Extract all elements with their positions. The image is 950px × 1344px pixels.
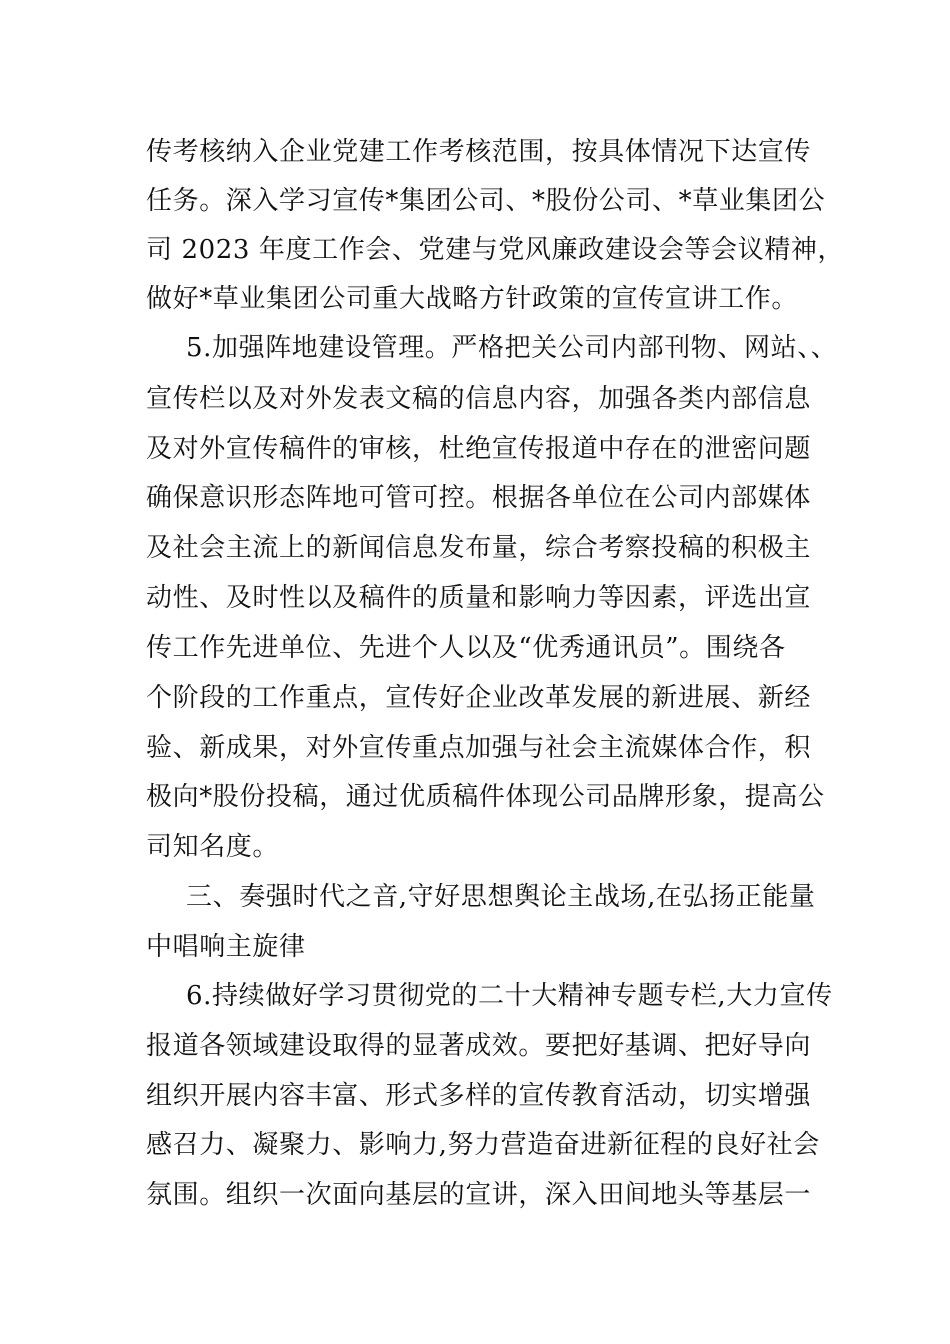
paragraph-6-heading-line: 6.持续做好学习贯彻党的二十大精神专题专栏,大力宣传 [186,981,833,1011]
text-line-7: 及对外宣传稿件的审核，杜绝宣传报道中存在的泄密问题 [146,434,812,464]
text-line-19: 报道各领域建设取得的显著成效。要把好基调、把好导向 [146,1031,812,1061]
text-line-2: 任务。深入学习宣传*集团公司、*股份公司、*草业集团公 [146,186,826,216]
text-line-1: 传考核纳入企业党建工作考核范围，按具体情况下达宣传 [146,137,812,167]
paragraph-5-heading-line: 5.加强阵地建设管理。严格把关公司内部刊物、网站、、 [186,333,838,363]
text-line-13: 验、新成果，对外宣传重点加强与社会主流媒体合作，积 [146,733,812,763]
text-line-21: 感召力、凝聚力、影响力,努力营造奋进新征程的良好社会 [146,1130,820,1160]
section-three-heading-line-1: 三、奏强时代之音,守好思想舆论主战场,在弘扬正能量 [186,882,816,912]
text-line-12: 个阶段的工作重点，宣传好企业改革发展的新进展、新经 [146,683,812,713]
text-line-4: 做好*草业集团公司重大战略方针政策的宣传宣讲工作。 [146,284,799,314]
text-line-11: 传工作先进单位、先进个人以及“优秀通讯员”。围绕各 [146,633,786,663]
text-line-8: 确保意识形态阵地可管可控。根据各单位在公司内部媒体 [146,483,812,513]
text-line-9: 及社会主流上的新闻信息发布量，综合考察投稿的积极主 [146,533,812,563]
text-line-22: 氛围。组织一次面向基层的宣讲，深入田间地头等基层一 [146,1180,812,1210]
text-line-15: 司知名度。 [146,832,280,862]
text-line-14: 极向*股份投稿，通过优质稿件体现公司品牌形象，提高公 [146,782,825,812]
section-three-heading-line-2: 中唱响主旋律 [146,932,306,962]
text-line-10: 动性、及时性以及稿件的质量和影响力等因素，评选出宣 [146,583,812,613]
text-line-6: 宣传栏以及对外发表文稿的信息内容，加强各类内部信息 [146,384,812,414]
text-line-3: 司 2023 年度工作会、党建与党风廉政建设会等会议精神， [146,235,845,265]
text-line-20: 组织开展内容丰富、形式多样的宣传教育活动，切实增强 [146,1081,812,1111]
